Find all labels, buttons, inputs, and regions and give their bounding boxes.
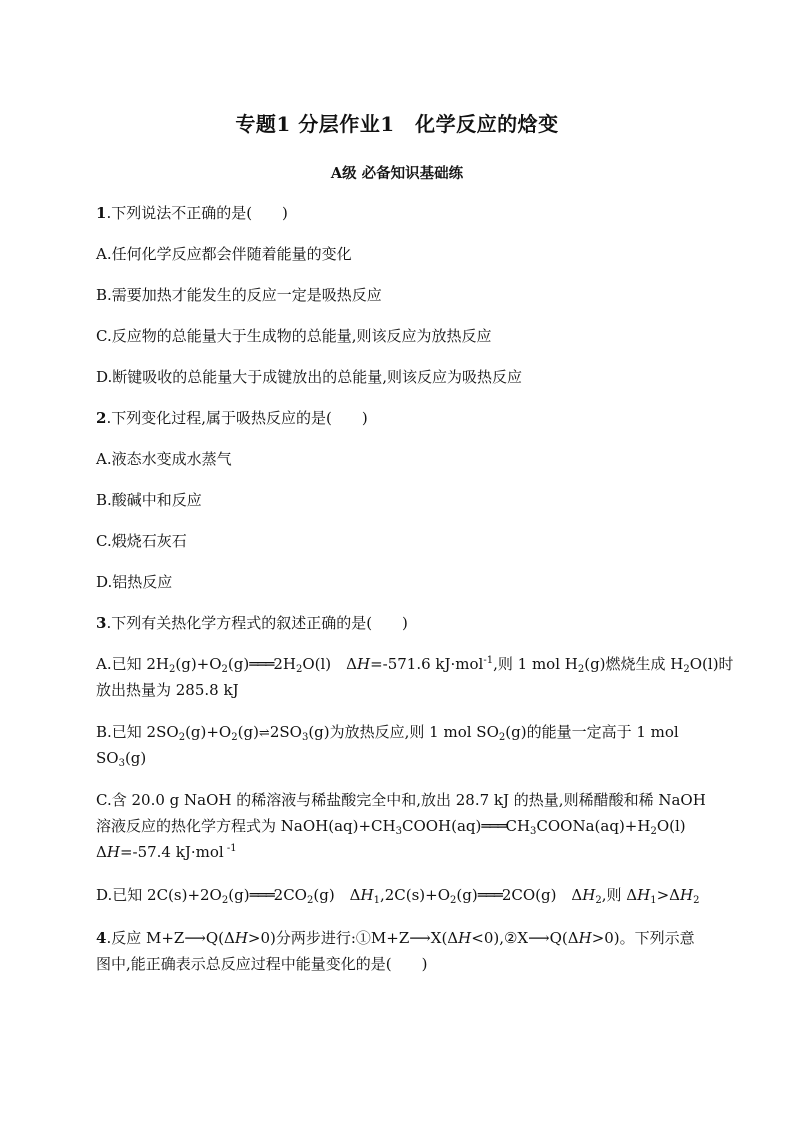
- question-4-stem: 4.反应 M+Z⟶Q(ΔH>0)分两步进行:①M+Z⟶X(ΔH<0),②X⟶Q(ΔH>0)。下列示意: [96, 929, 695, 947]
- question-3-option-b-cont: $SO_3(g)$: [96, 749, 147, 769]
- question-number: 1: [96, 204, 107, 222]
- question-1-option-d: D.断键吸收的总能量大于成键放出的总能量,则该反应为吸热反应: [96, 368, 523, 386]
- question-1-option-b: B.需要加热才能发生的反应一定是吸热反应: [96, 286, 382, 304]
- question-2-option-c: C.煅烧石灰石: [96, 532, 187, 550]
- page-title: 专题1 分层作业1 化学反应的焓变: [235, 112, 559, 136]
- question-3-stem: 3.下列有关热化学方程式的叙述正确的是( ): [96, 614, 408, 632]
- question-2-option-a: A.液态水变成水蒸气: [96, 450, 232, 468]
- question-number: 2: [96, 409, 107, 427]
- question-3-option-c: C.含 20.0 g NaOH 的稀溶液与稀盐酸完全中和,放出 28.7 kJ 的热量,则稀醋酸和稀 NaOH: [96, 791, 706, 809]
- question-3-option-a-cont: 放出热量为 285.8 kJ: [96, 681, 239, 699]
- question-1-option-c: C.反应物的总能量大于生成物的总能量,则该反应为放热反应: [96, 327, 492, 345]
- question-1-stem: 1.下列说法不正确的是( ): [96, 204, 288, 222]
- question-4-stem-cont: 图中,能正确表示总反应过程中能量变化的是( ): [96, 955, 428, 973]
- question-3-option-c-cont: 溶液反应的热化学方程式为 $NaOH(aq)+CH_3COOH(aq)═══CH_3COONa(aq)+H_2O(l)$: [96, 817, 686, 837]
- question-3-option-c-cont2: ΔH=-57.4 kJ·mol $^{-1}$: [96, 843, 237, 861]
- question-3-option-d: D.已知 $2C(s)+2O_2(g)═══2CO_2(g)$ $\Delta H_1,2C(s)+O_2(g)═══2CO(g)$ $\Delta H_2$,则 $\Delta H_1>\Delta H_2$: [96, 886, 700, 906]
- question-number: 3: [96, 614, 107, 632]
- question-number: 4: [96, 929, 107, 947]
- section-subtitle: A级 必备知识基础练: [330, 165, 464, 182]
- question-2-option-d: D.铝热反应: [96, 573, 173, 591]
- question-1-option-a: A.任何化学反应都会伴随着能量的变化: [96, 245, 352, 263]
- question-3-option-b: B.已知 $2SO_2(g)+O_2(g)\rightleftharpoons 2SO_3(g)$为放热反应,则 1 mol $SO_2(g)$的能量一定高于 1 mol: [96, 723, 679, 743]
- question-2-option-b: B.酸碱中和反应: [96, 491, 202, 509]
- question-3-option-a: A.已知 $2H_2(g)+O_2(g)═══2H_2O(l)$ ΔH=-571.6 kJ·mol$^{-1}$,则 1 mol $H_2(g)$燃烧生成 $H_2O(l)$时: [96, 655, 734, 675]
- question-2-stem: 2.下列变化过程,属于吸热反应的是( ): [96, 409, 368, 427]
